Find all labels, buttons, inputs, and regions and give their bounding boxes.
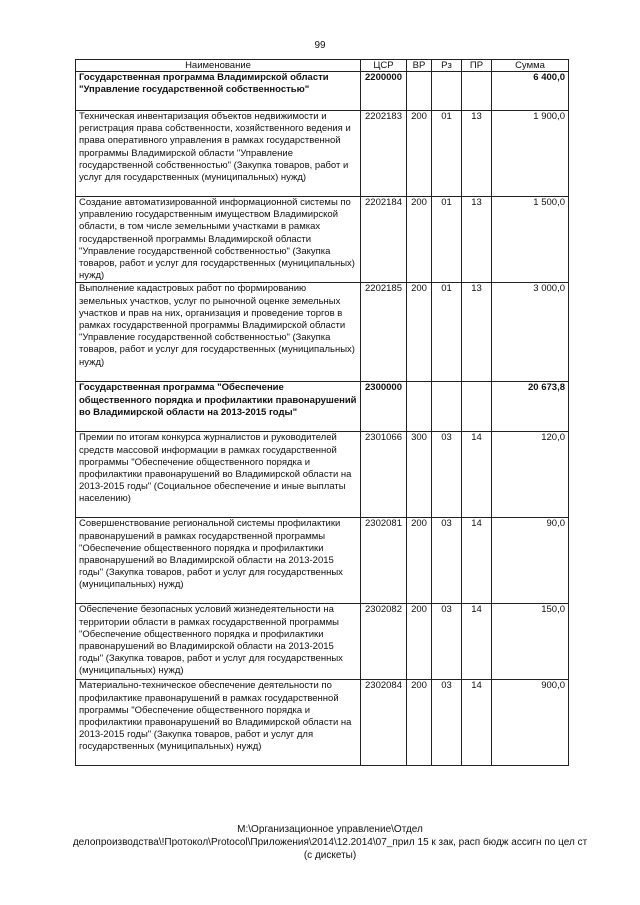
row-vr: 200 bbox=[407, 604, 432, 680]
row-sum: 1 500,0 bbox=[492, 197, 569, 283]
row-sum: 6 400,0 bbox=[492, 72, 569, 111]
row-rz: 01 bbox=[432, 111, 462, 197]
row-csr: 2200000 bbox=[361, 72, 407, 111]
row-csr: 2202185 bbox=[361, 283, 407, 382]
table-row bbox=[76, 604, 569, 680]
table-row bbox=[76, 197, 569, 283]
budget-table bbox=[75, 59, 569, 766]
row-rz: 03 bbox=[432, 604, 462, 680]
table-row bbox=[76, 283, 569, 382]
row-sum: 1 900,0 bbox=[492, 111, 569, 197]
row-rz: 03 bbox=[432, 432, 462, 518]
row-rz: 01 bbox=[432, 197, 462, 283]
row-name: Материально-техническое обеспечение деятельности по профилактике правонарушений в рамках государственной программы "Обеспечение общественного порядка и профилактики правонарушений во Владимирской области на 2013-2015 годы" (Закупка товаров, работ и услуг для государственных (муниципальных) нужд) bbox=[76, 680, 361, 766]
row-rz: 03 bbox=[432, 680, 462, 766]
table-row bbox=[76, 518, 569, 604]
header-vr: ВР bbox=[407, 60, 432, 72]
row-vr: 200 bbox=[407, 680, 432, 766]
row-sum: 3 000,0 bbox=[492, 283, 569, 382]
table-row bbox=[76, 72, 569, 111]
row-pr: 13 bbox=[462, 283, 492, 382]
row-csr: 2202183 bbox=[361, 111, 407, 197]
table-row bbox=[76, 111, 569, 197]
row-vr: 200 bbox=[407, 518, 432, 604]
header-csr: ЦСР bbox=[361, 60, 407, 72]
row-rz: 03 bbox=[432, 518, 462, 604]
row-rz bbox=[432, 72, 462, 111]
header-rz: Рз bbox=[432, 60, 462, 72]
row-csr: 2301066 bbox=[361, 432, 407, 518]
row-pr bbox=[462, 382, 492, 432]
row-pr: 13 bbox=[462, 197, 492, 283]
row-csr: 2302081 bbox=[361, 518, 407, 604]
row-name: Техническая инвентаризация объектов недвижимости и регистрация права собственности, хозяйственного ведения и права оперативного управления в рамках государственной программы Владимирской области "Управление государственной собственностью" (Закупка товаров, работ и услуг для государственных (муниципальных) нужд) bbox=[76, 111, 361, 197]
row-vr: 200 bbox=[407, 197, 432, 283]
row-sum: 90,0 bbox=[492, 518, 569, 604]
row-name: Премии по итогам конкурса журналистов и руководителей средств массовой информации в рамках государственной программы "Обеспечение общественного порядка и профилактики правонарушений во Владимирской области на 2013-2015 годы" (Социальное обеспечение и иные выплаты населению) bbox=[76, 432, 361, 518]
row-name: Обеспечение безопасных условий жизнедеятельности на территории области в рамках государственной программы "Обеспечение общественного порядка и профилактики правонарушений во Владимирской области на 2013-2015 годы" (Закупка товаров, работ и услуг для государственных (муниципальных) нужд) bbox=[76, 604, 361, 680]
row-name: Совершенствование региональной системы профилактики правонарушений в рамках государственной программы "Обеспечение общественного порядка и профилактики правонарушений во Владимирской области на 2013-2015 годы" (Закупка товаров, работ и услуг для государственных (муниципальных) нужд) bbox=[76, 518, 361, 604]
row-csr: 2302082 bbox=[361, 604, 407, 680]
row-vr bbox=[407, 72, 432, 111]
row-name: Государственная программа "Обеспечение общественного порядка и профилактики правонарушений во Владимирской области на 2013-2015 годы" bbox=[76, 382, 361, 432]
row-csr: 2202184 bbox=[361, 197, 407, 283]
row-sum: 20 673,8 bbox=[492, 382, 569, 432]
table-row bbox=[76, 680, 569, 766]
table-row bbox=[76, 432, 569, 518]
row-pr: 14 bbox=[462, 680, 492, 766]
row-rz: 01 bbox=[432, 283, 462, 382]
row-name: Выполнение кадастровых работ по формированию земельных участков, услуг по рыночной оценке земельных участков и прав на них, организация и проведение торгов в рамках государственной программы Владимирской области "Управление государственной собственностью" (Закупка товаров, работ и услуг для государственных (муниципальных) нужд) bbox=[76, 283, 361, 382]
footer-line-2: делопроизводства\!Протокол\Protocol\Приложения\2014\12.2014\07_прил 15 к зак, расп бюдж ассигн по цел ст bbox=[72, 837, 588, 848]
row-name: Создание автоматизированной информационной системы по управлению государственным имуществом Владимирской области, в том числе земельными участками в рамках государственной программы Владимирской области "Управление государственной собственностью" (Закупка товаров, работ и услуг для государственных (муниципальных) нужд) bbox=[76, 197, 361, 283]
row-vr: 200 bbox=[407, 283, 432, 382]
row-sum: 900,0 bbox=[492, 680, 569, 766]
table-header-row bbox=[76, 60, 569, 72]
file-path-footer bbox=[60, 823, 600, 862]
row-pr: 14 bbox=[462, 518, 492, 604]
row-sum: 120,0 bbox=[492, 432, 569, 518]
page-number: 99 bbox=[314, 40, 326, 51]
row-name: Государственная программа Владимирской области "Управление государственной собственностью" bbox=[76, 72, 361, 111]
row-rz bbox=[432, 382, 462, 432]
row-vr bbox=[407, 382, 432, 432]
row-pr: 14 bbox=[462, 432, 492, 518]
header-pr: ПР bbox=[462, 60, 492, 72]
footer-line-1: М:\Организационное управление\Отдел bbox=[237, 824, 423, 835]
row-sum: 150,0 bbox=[492, 604, 569, 680]
row-pr bbox=[462, 72, 492, 111]
header-sum: Сумма bbox=[492, 60, 569, 72]
header-name: Наименование bbox=[76, 60, 361, 72]
row-pr: 14 bbox=[462, 604, 492, 680]
footer-line-3: (с дискеты) bbox=[303, 850, 357, 861]
row-pr: 13 bbox=[462, 111, 492, 197]
row-vr: 200 bbox=[407, 111, 432, 197]
row-vr: 300 bbox=[407, 432, 432, 518]
row-csr: 2300000 bbox=[361, 382, 407, 432]
table-row bbox=[76, 382, 569, 432]
row-csr: 2302084 bbox=[361, 680, 407, 766]
